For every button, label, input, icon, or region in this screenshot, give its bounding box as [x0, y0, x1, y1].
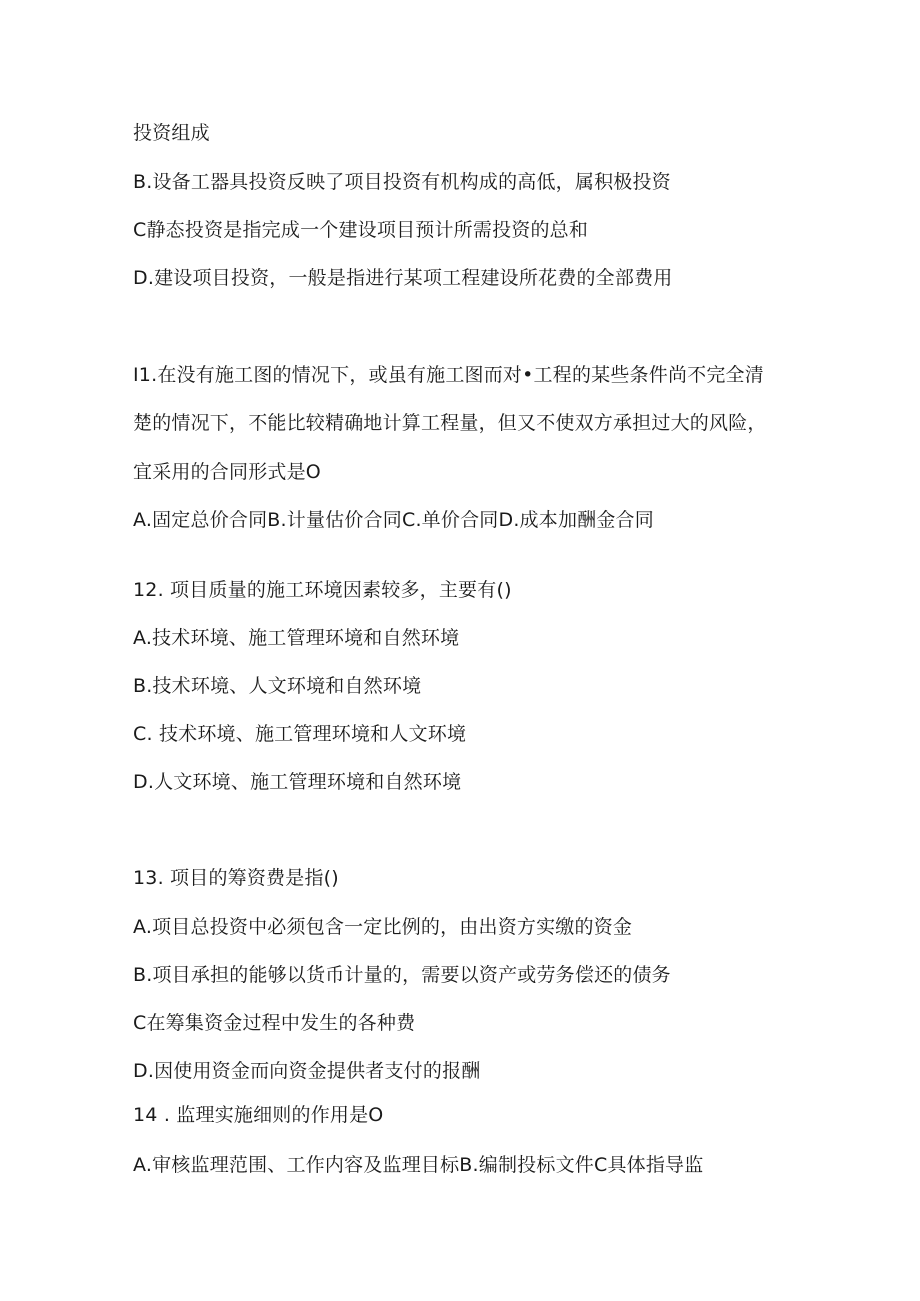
option-line: C在筹集资金过程中发生的各种费	[133, 1012, 416, 1034]
question-line: 13. 项目的筹资费是指()	[133, 867, 339, 889]
option-line: A.固定总价合同B.计量估价合同C.单价合同D.成本加酬金合同	[133, 509, 654, 531]
option-line: A.项目总投资中必须包含一定比例的，由出资方实缴的资金	[133, 916, 633, 938]
option-line: D.因使用资金而向资金提供者支付的报酬	[133, 1060, 481, 1082]
option-line: B.项目承担的能够以货币计量的，需要以资产或劳务偿还的债务	[133, 964, 671, 986]
option-line: B.技术环境、人文环境和自然环境	[133, 675, 422, 697]
question-line: 楚的情况下，不能比较精确地计算工程量，但又不使双方承担过大的风险，	[133, 412, 767, 434]
text-line: C静态投资是指完成一个建设项目预计所需投资的总和	[133, 219, 589, 241]
option-line: A.技术环境、施工管理环境和自然环境	[133, 627, 460, 649]
option-line: D.人文环境、施工管理环境和自然环境	[133, 771, 462, 793]
question-line: 14 . 监理实施细则的作用是O	[133, 1104, 384, 1126]
text-line: D.建设项目投资，一般是指进行某项工程建设所花费的全部费用	[133, 267, 673, 289]
question-line: I1.在没有施工图的情况下，或虽有施工图而对•工程的某些条件尚不完全清	[133, 364, 764, 386]
option-line: A.审核监理范围、工作内容及监理目标B.编制投标文件C具体指导监	[133, 1154, 704, 1176]
option-line: C. 技术环境、施工管理环境和人文环境	[133, 723, 467, 745]
question-line: 宜采用的合同形式是O	[133, 461, 321, 483]
question-line: 12. 项目质量的施工环境因素较多，主要有()	[133, 579, 512, 601]
text-line: B.设备工器具投资反映了项目投资有机构成的高低，属积极投资	[133, 171, 671, 193]
text-line: 投资组成	[133, 122, 210, 144]
